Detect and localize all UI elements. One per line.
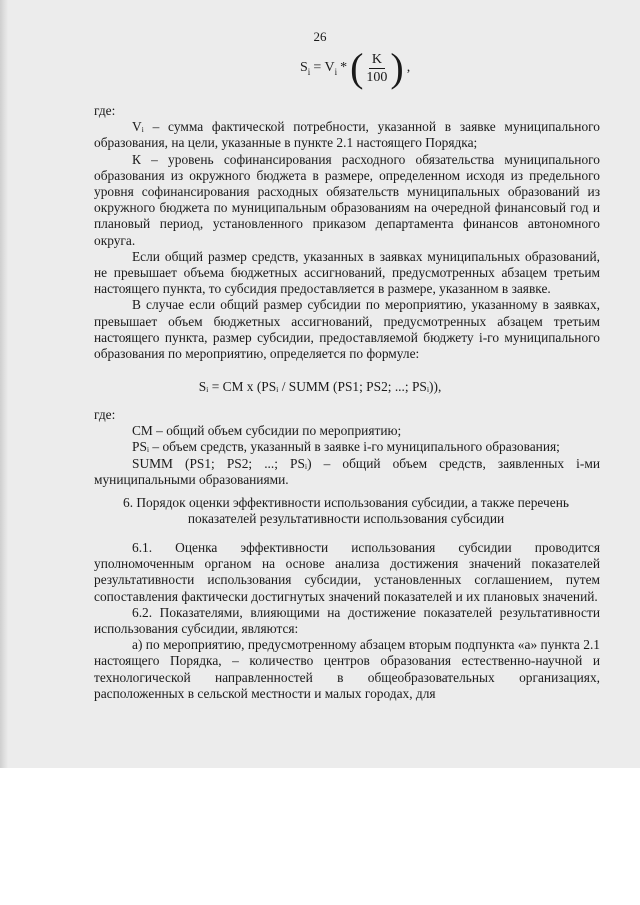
where-label-2: где: — [94, 407, 116, 422]
formula-si-lhs: $S_i$ — [300, 59, 311, 77]
definition-k: К – уровень софинансирования расходного обязательства муниципального образования из окружного бюджета в размере, определенном исходя из предельного уровня софинансирования расходных обязательств муниципальных образований из окружного бюджета по муниципальным образованиям на очередной финансовый год и плановый период, установленного приказом департамента финансов автономного округа. — [94, 151, 600, 248]
right-paren: ) — [390, 45, 404, 90]
text-block-1 — [94, 103, 600, 362]
formula-si-times: * — [340, 60, 348, 75]
paragraph-6-1: 6.1. Оценка эффективности использования субсидии проводится уполномоченным органом на основе анализа достижения значений показателей результативности использования субсидии, установленных соглашением, путем сопоставления фактически достигнутых значений показателей и их плановых значений. — [94, 540, 600, 604]
formula-si — [300, 45, 411, 90]
definition-summ: SUMM (PS1; PS2; ...; PSᵢ) – общий объем средств, заявленных i-ми муниципальными образованиями. — [94, 455, 600, 487]
page-number: 26 — [313, 29, 327, 44]
fraction — [366, 51, 387, 86]
text-block-3 — [94, 540, 600, 702]
formula-si-v: = $V_i$ — [313, 59, 338, 77]
fraction-numerator: K — [369, 51, 385, 69]
definition-cm: СМ – общий объем субсидии по мероприятию; — [132, 423, 402, 439]
paragraph-within-limit: Если общий размер средств, указанных в заявках муниципальных образований, не превышает объема бюджетных ассигнований, предусмотренных абзацем третьим настоящего пункта, то субсидия предоставляется в размере, указанном в заявке. — [94, 248, 600, 297]
paragraph-exceeds-limit: В случае если общий размер субсидии по мероприятию, указанному в заявках, превышает объем бюджетных ассигнований, предусмотренных абзацем третьим настоящего пункта, размер субсидии, предоставляемой бюджету i-го муниципального образования по мероприятию, определяется по формуле: — [94, 297, 600, 362]
formula-si-tail: , — [406, 60, 411, 75]
text-block-2 — [94, 407, 600, 488]
fraction-denominator: 100 — [366, 69, 388, 85]
paragraph-6-2: 6.2. Показателями, влияющими на достижение показателей результативности использования субсидии, являются: — [94, 604, 600, 637]
section-heading: 6. Порядок оценки эффективности использования субсидии, а также перечень показателей результативности использования субсидии — [123, 495, 569, 527]
left-paren: ( — [350, 45, 364, 90]
paragraph-6-2-a: а) по мероприятию, предусмотренному абзацем вторым подпункта «а» пункта 2.1 настоящего Порядка, – количество центров образования естественно-научной и технологической направленностей в общеобразовательных организациях, расположенных в сельской местности и малых городах, для — [94, 637, 600, 701]
formula-distribution: Sᵢ = CM x (PSᵢ / SUMM (PS1; PS2; ...; PSᵢ)), — [198, 379, 442, 394]
where-label-1: где: — [94, 103, 116, 118]
definition-psi: PSᵢ – объем средств, указанный в заявке i-го муниципального образования; — [132, 439, 560, 455]
definition-vi: Vᵢ – сумма фактической потребности, указанной в заявке муниципального образования, на цели, указанные в пункте 2.1 настоящего Порядка; — [94, 119, 600, 151]
